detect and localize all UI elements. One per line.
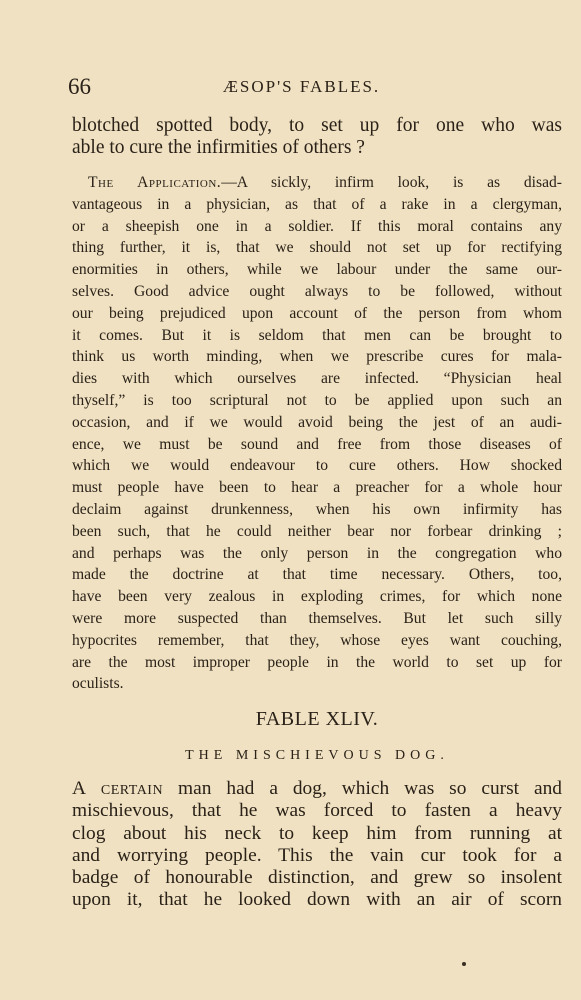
ink-speck xyxy=(462,962,466,966)
text-line: were more suspected than themselves. But let such silly xyxy=(72,609,562,627)
text-line: declaim against drunkenness, when his own infirmity has xyxy=(72,500,562,518)
text-line: selves. Good advice ought always to be followed, without xyxy=(72,282,562,300)
continued-text xyxy=(72,115,562,159)
fable-subtitle: THE MISCHIEVOUS DOG. xyxy=(185,748,449,763)
text-line: think us worth minding, when we prescribe cures for mala- xyxy=(72,348,562,366)
text-line: mischievous, that he was forced to fasten a heavy xyxy=(72,800,562,822)
text-line: able to cure the infirmities of others ? xyxy=(72,137,365,158)
text-line: dies with which ourselves are infected. “Physician heal xyxy=(72,370,562,388)
fable-paragraph xyxy=(72,778,562,912)
text-line: hypocrites remember, that they, whose eyes want couching, xyxy=(72,631,562,649)
page-number: 66 xyxy=(68,74,91,99)
text-line: badge of honourable distinction, and grew so insolent xyxy=(72,867,562,889)
text-line: occasion, and if we would avoid being the jest of an audi- xyxy=(72,413,562,431)
text-line: upon it, that he looked down with an air of scorn xyxy=(72,889,562,911)
text-line: thyself,” is too scriptural not to be applied upon such an xyxy=(72,391,562,409)
text-line: have been very zealous in exploding crimes, for which none xyxy=(72,588,562,606)
text-line: vantageous in a physician, as that of a rake in a clergyman, xyxy=(72,195,562,213)
text-line: are the most improper people in the world to set up for xyxy=(72,653,562,671)
text-line: it comes. But it is seldom that men can be brought to xyxy=(72,326,562,344)
application-label: The Application. xyxy=(88,174,222,191)
text-line: thing further, it is, that we should not set up for rectifying xyxy=(72,239,562,257)
text-line: oculists. xyxy=(72,675,124,693)
page-header xyxy=(68,74,535,102)
text-line: enormities in others, while we labour under the same our- xyxy=(72,261,562,279)
text-line: and worrying people. This the vain cur took for a xyxy=(72,844,562,866)
text-line: blotched spotted body, to set up for one who was xyxy=(72,115,562,136)
text-line xyxy=(72,778,562,800)
text-line: clog about his neck to keep him from running at xyxy=(72,822,562,844)
text-line: made the doctrine at that time necessary. Others, too, xyxy=(72,566,562,584)
text-line: or a sheepish one in a soldier. If this moral contains any xyxy=(72,217,562,235)
fable-title: FABLE XLIV. xyxy=(255,708,379,730)
text-line: ence, we must be sound and free from those diseases of xyxy=(72,435,562,453)
fable-first-line: man had a dog, which was so curst and xyxy=(163,778,563,799)
running-title: ÆSOP'S FABLES. xyxy=(222,77,381,96)
application-paragraph xyxy=(72,172,562,695)
text-line: which we would endeavour to cure others. How shocked xyxy=(72,457,562,475)
fable-opening-words: A certain xyxy=(72,778,164,799)
text-line: and perhaps was the only person in the congregation who xyxy=(72,544,562,562)
text-line: our being prejudiced upon account of the person from whom xyxy=(72,304,562,322)
text-line: must people have been to hear a preacher for a whole hour xyxy=(72,479,562,497)
text-line xyxy=(72,172,562,194)
application-first-line: —A sickly, infirm look, is as disad- xyxy=(221,174,562,191)
text-line: been such, that he could neither bear nor forbear drinking ; xyxy=(72,522,562,540)
